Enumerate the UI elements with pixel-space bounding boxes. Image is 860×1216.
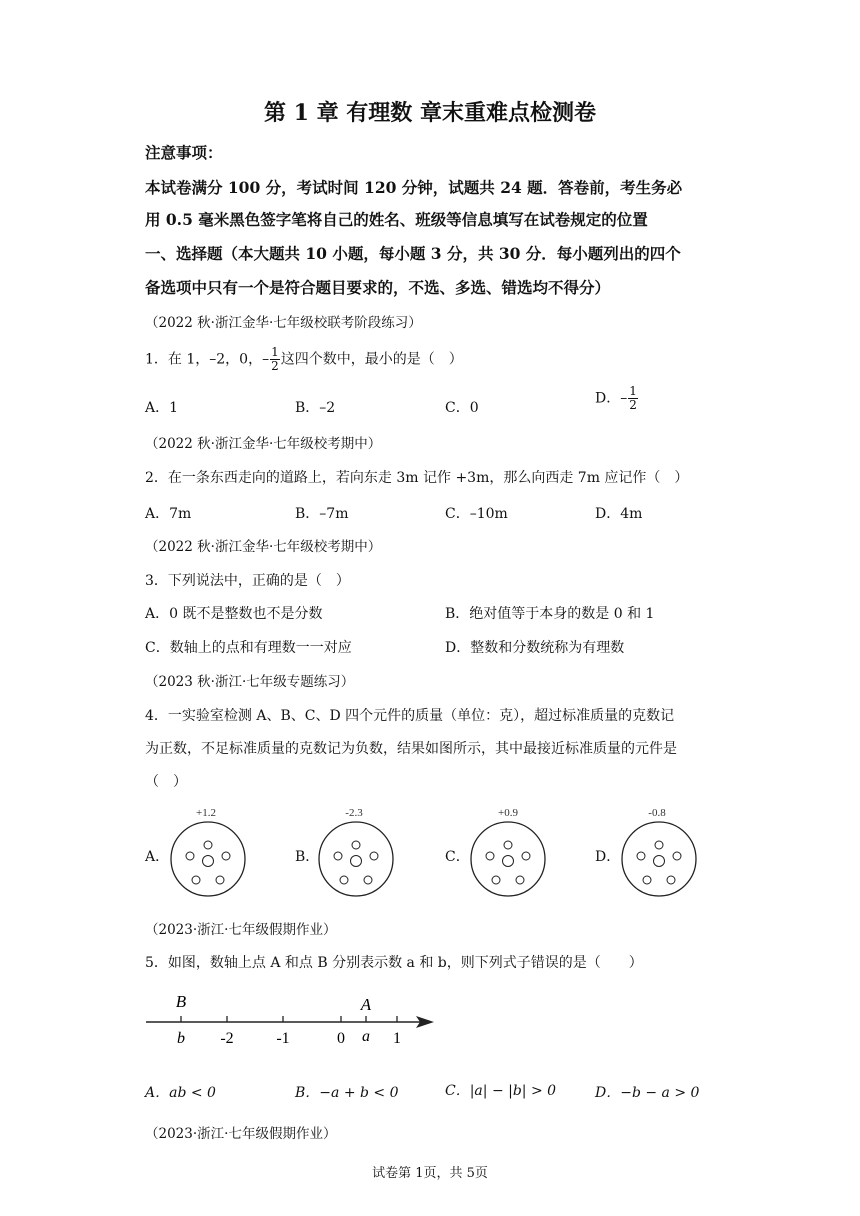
q5-option-a[interactable]: A．ab < 0: [145, 1085, 216, 1101]
q5-option-b[interactable]: B．−a + b < 0: [295, 1085, 399, 1101]
q2-option-a[interactable]: A．7m: [145, 506, 192, 522]
q2-option-d[interactable]: D．4m: [595, 506, 643, 522]
q4-option-a-label[interactable]: A．: [145, 849, 170, 865]
q1-stem: [145, 346, 463, 373]
q1-option-d-sign: –: [620, 390, 628, 407]
q5-tick-b: b: [177, 1030, 185, 1047]
q1-option-d-fraction: [628, 385, 638, 412]
q5-option-c[interactable]: C．|a| − |b| > 0: [445, 1083, 557, 1099]
notice-label: 注意事项：: [145, 143, 223, 162]
q4-option-d-label[interactable]: D．: [595, 849, 621, 865]
q4-component-a-value: +1.2: [196, 807, 216, 819]
q5-point-b-label: B: [175, 992, 187, 1011]
notice-line-1: 本试卷满分 100 分，考试时间 120 分钟，试题共 24 题．答卷前，考生务必: [145, 178, 683, 197]
q2-option-c[interactable]: C．–10m: [445, 506, 508, 522]
q5-tick-1: 1: [393, 1030, 401, 1047]
section-heading-line-2: 备选项中只有一个是符合题目要求的，不选、多选、错选均不得分）: [145, 278, 611, 297]
q3-option-a[interactable]: A．0 既不是整数也不是分数: [145, 606, 323, 622]
page-footer: 试卷第 1页，共 5页: [372, 1166, 488, 1181]
q5-tick-minus-1: -1: [276, 1030, 290, 1047]
page-title: 第 1 章 有理数 章末重难点检测卷: [264, 100, 596, 126]
q1-option-a[interactable]: A．1: [145, 400, 179, 416]
q4-option-c-label[interactable]: C．: [445, 849, 470, 865]
q2-option-b[interactable]: B．–7m: [295, 506, 349, 522]
q4-stem-line-3: （ ）: [145, 774, 187, 790]
q4-component-c: [468, 800, 552, 900]
q1-option-d-den: 2: [629, 398, 637, 412]
q5-tick-a: a: [362, 1028, 370, 1045]
q1-frac-den: 2: [271, 359, 279, 373]
q4-component-d-value: -0.8: [648, 807, 666, 819]
notice-line-2: 用 0.5 毫米黑色签字笔将自己的姓名、班级等信息填写在试卷规定的位置: [145, 210, 648, 229]
q5-source: （2023·浙江·七年级假期作业）: [145, 922, 337, 938]
q4-source: （2023 秋·浙江·七年级专题练习）: [145, 674, 355, 690]
q1-option-d-label: D．: [595, 390, 621, 407]
q5-tick-minus-2: -2: [220, 1030, 234, 1047]
q2-stem: 2．在一条东西走向的道路上，若向东走 3m 记作 +3m，那么向西走 7m 应记作（ ）: [145, 470, 689, 486]
q5-point-a-label: A: [360, 995, 372, 1014]
q1-option-c[interactable]: C．0: [445, 400, 479, 416]
q4-component-a: [168, 800, 252, 900]
q2-source: （2022 秋·浙江金华·七年级校考期中）: [145, 436, 382, 452]
q1-option-d[interactable]: [595, 385, 639, 412]
q4-stem-line-2: 为正数，不足标准质量的克数记为负数，结果如图所示，其中最接近标准质量的元件是: [145, 741, 677, 757]
q4-option-b-label[interactable]: B．: [295, 849, 320, 865]
q1-frac-num: 1: [271, 345, 279, 359]
section-heading-line-1: 一、选择题（本大题共 10 小题，每小题 3 分，共 30 分．每小题列出的四个: [145, 244, 681, 263]
q4-component-c-value: +0.9: [498, 807, 518, 819]
q5-tick-0: 0: [337, 1030, 345, 1047]
q1-stem-post: 这四个数中，最小的是（ ）: [280, 351, 463, 368]
q3-source: （2022 秋·浙江金华·七年级校考期中）: [145, 539, 382, 555]
q4-stem-line-1: 4．一实验室检测 A、B、C、D 四个元件的质量（单位：克），超过标准质量的克数记: [145, 708, 675, 724]
q6-source: （2023·浙江·七年级假期作业）: [145, 1126, 337, 1142]
q3-stem: 3．下列说法中，正确的是（ ）: [145, 573, 350, 589]
q1-stem-pre: 1．在 1，–2，0，: [145, 351, 263, 368]
q1-option-d-num: 1: [629, 384, 637, 398]
q3-option-b[interactable]: B．绝对值等于本身的数是 0 和 1: [445, 606, 655, 622]
q4-component-d: [619, 800, 703, 900]
q4-component-b: [316, 800, 400, 900]
q1-source: （2022 秋·浙江金华·七年级校联考阶段练习）: [145, 315, 422, 331]
q4-component-b-value: -2.3: [345, 807, 363, 819]
q1-frac-sign: –: [262, 351, 270, 368]
q5-number-line: [140, 985, 440, 1050]
q5-stem: 5．如图，数轴上点 A 和点 B 分别表示数 a 和 b，则下列式子错误的是（ ）: [145, 955, 643, 971]
q5-option-d[interactable]: D．−b − a > 0: [595, 1085, 700, 1101]
q3-option-c[interactable]: C．数轴上的点和有理数一一对应: [145, 640, 352, 656]
q3-option-d[interactable]: D．整数和分数统称为有理数: [445, 640, 625, 656]
q1-option-b[interactable]: B．–2: [295, 400, 336, 416]
q1-fraction: [270, 346, 280, 373]
